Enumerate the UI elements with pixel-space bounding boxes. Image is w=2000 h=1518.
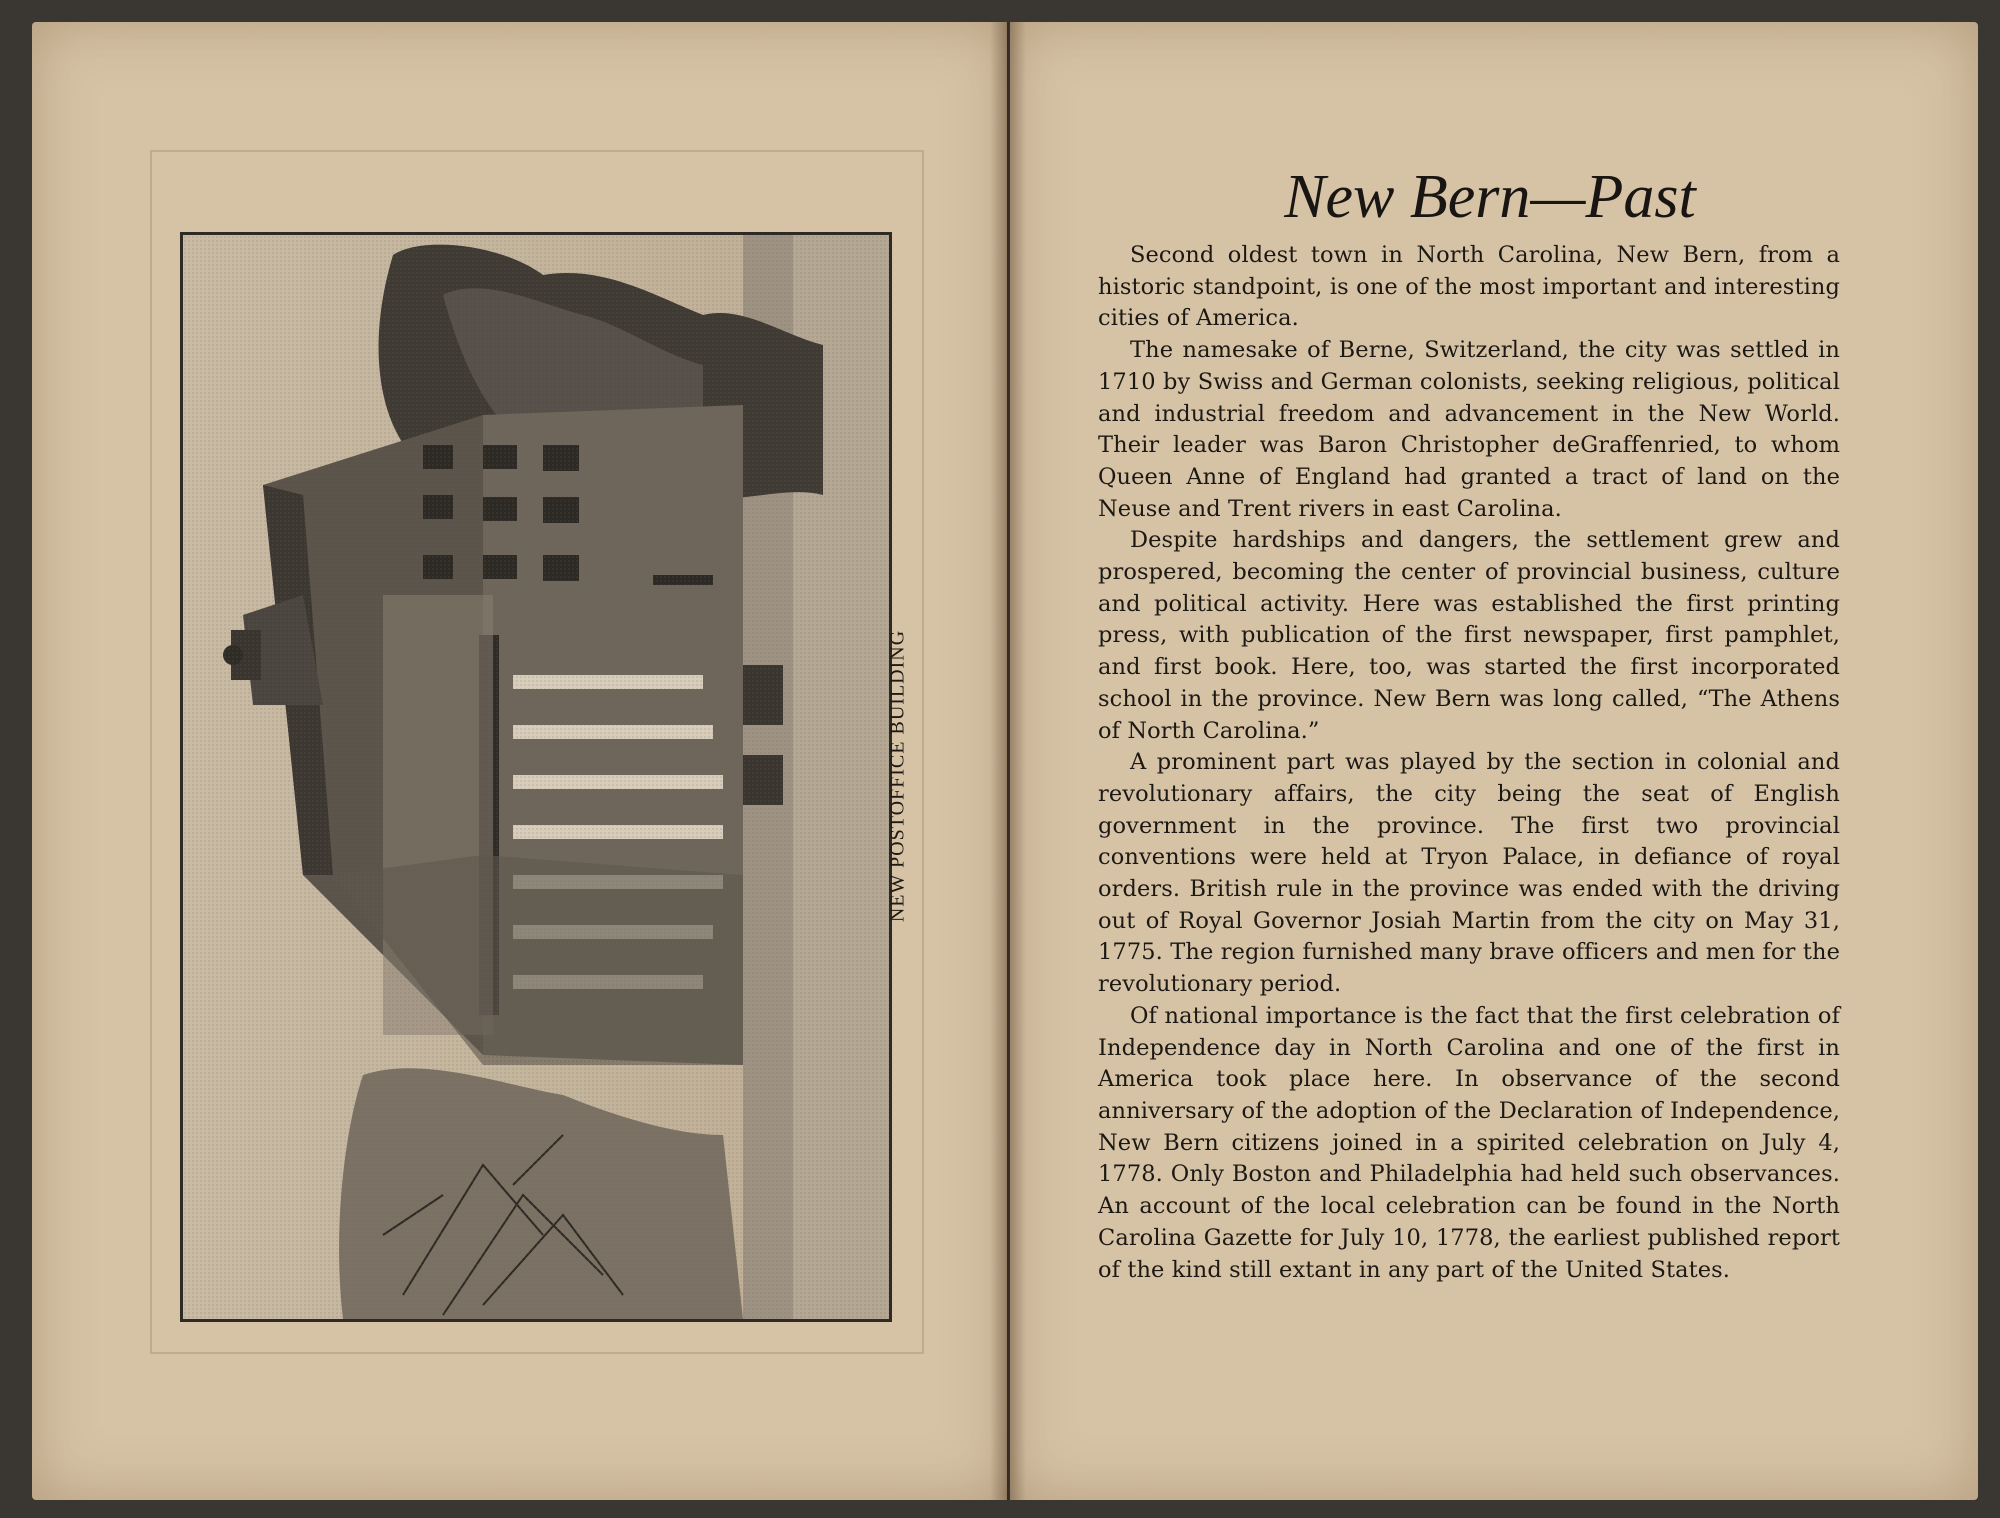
article [1098,160,1840,1286]
article-paragraph: Second oldest town in North Carolina, New Bern, from a historic standpoint, is one of the most important and interesting cities of America. [1098,242,1840,332]
article-paragraph: A prominent part was played by the section in colonial and revolutionary affairs, the city being the seat of English government in the province. The first two provincial conventions were held at Tryon Palace, in defiance of royal orders. British rule in the province was ended with the driving out of Royal Governor Josiah Martin from the city on May 31, 1775. The region furnished many brave officers and men for the revolutionary period. [1098,749,1840,998]
post-office-photo [180,232,892,1322]
article-paragraph: Despite hardships and dangers, the settlement grew and prospered, becoming the center of provincial business, culture and political activity. Here was established the first printing press, with publication of the first newspaper, first pamphlet, and first book. Here, too, was started the first incorporated school in the province. New Bern was long called, “The Athens of North Carolina.” [1098,527,1840,744]
book-gutter [990,22,1026,1500]
photo-caption-text: NEW POSTOFFICE BUILDING [886,629,909,923]
article-title: New Bern—Past [1284,163,1696,231]
article-paragraph: Of national importance is the fact that the first celebration of Independence day in North Carolina and one of the first in America took place here. In observance of the second anniversary of the adoption of the Declaration of Independence, New Bern citizens joined in a spirited celebration on July 4, 1778. Only Boston and Philadelphia had held such observances. An account of the local celebration can be found in the North Carolina Gazette for July 10, 1778, the earliest published report of the kind still extant in any part of the United States. [1098,1002,1840,1283]
article-paragraph: The namesake of Berne, Switzerland, the city was settled in 1710 by Swiss and German colonists, seeking religious, political and industrial freedom and advancement in the New World. Their leader was Baron Christopher deGraffenried, to whom Queen Anne of England had granted a tract of land on the Neuse and Trent rivers in east Carolina. [1098,337,1840,522]
